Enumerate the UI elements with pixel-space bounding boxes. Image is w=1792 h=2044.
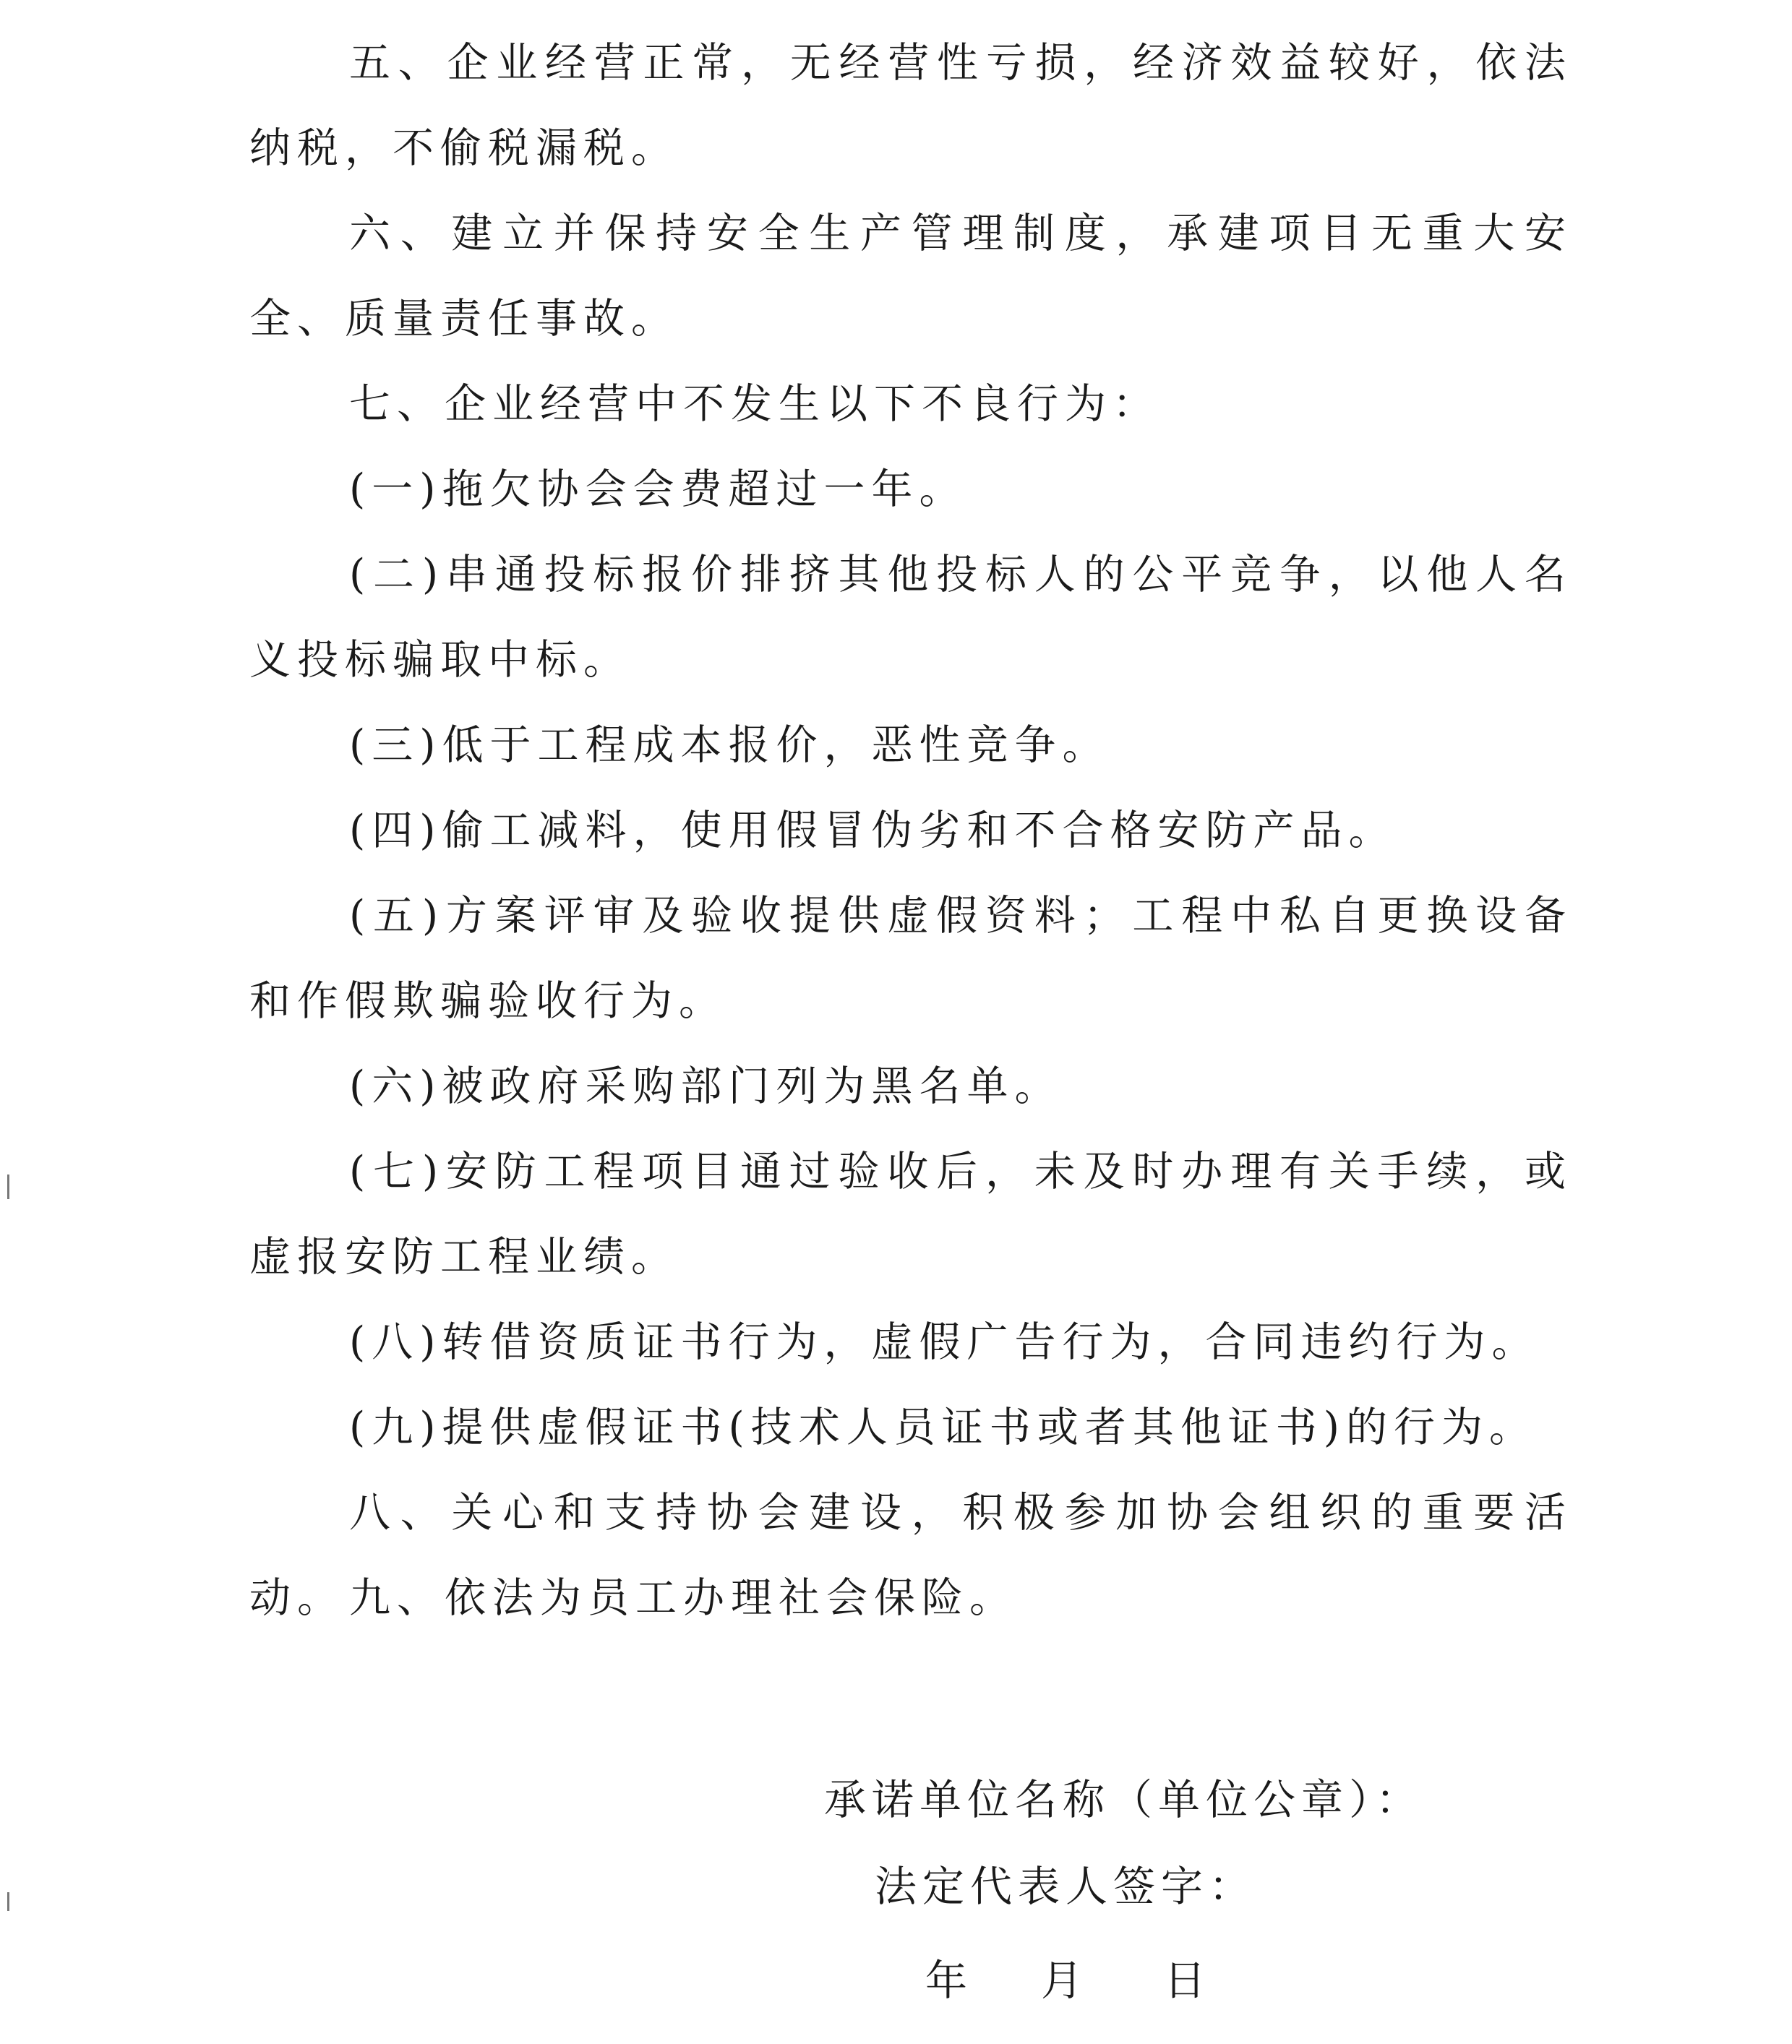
clause-6: 六、建立并保持安全生产管理制度，承建项目无重大安全、质量责任事故。 xyxy=(249,210,1572,343)
item-9: (九)提供虚假证书(技术人员证书或者其他证书)的行为。 xyxy=(349,1404,1537,1451)
date-year-label: 年 xyxy=(925,1956,974,2005)
date-day-label: 日 xyxy=(1164,1956,1212,2005)
item-8: (八)转借资质证书行为，虚假广告行为，合同违约行为。 xyxy=(349,1318,1540,1366)
item-4: (四)偷工减料，使用假冒伪劣和不合格安防产品。 xyxy=(349,807,1397,854)
item-3: (三)低于工程成本报价，恶性竞争。 xyxy=(349,721,1110,769)
date-month-label: 月 xyxy=(1041,1956,1089,2005)
signature-unit-name-label: 承诺单位名称（单位公章）： xyxy=(824,1775,1424,1824)
item-6: (六)被政府采购部门列为黑名单。 xyxy=(349,1062,1063,1110)
signature-legal-rep-label: 法定代表人签字： xyxy=(875,1862,1257,1911)
clause-9: 九、依法为员工办理社会保险。 xyxy=(349,1574,1017,1622)
clause-5: 五、企业经营正常，无经营性亏损，经济效益较好，依法纳税，不偷税漏税。 xyxy=(249,39,1572,172)
item-1: (一)拖欠协会会费超过一年。 xyxy=(349,465,967,513)
item-2: (二)串通投标报价排挤其他投标人的公平竞争，以他人名义投标骗取中标。 xyxy=(249,551,1572,684)
scan-edge-mark xyxy=(7,1175,9,1199)
clause-8: 八、关心和支持协会建设，积极参加协会组织的重要活动。 xyxy=(249,1489,1572,1622)
item-5: (五)方案评审及验收提供虚假资料；工程中私自更换设备和作假欺骗验收行为。 xyxy=(249,892,1572,1025)
item-7: (七)安防工程项目通过验收后，未及时办理有关手续，或虚报安防工程业绩。 xyxy=(249,1148,1572,1281)
scan-edge-mark xyxy=(7,1892,9,1911)
clause-7: 七、企业经营中不发生以下不良行为： xyxy=(349,380,1160,428)
